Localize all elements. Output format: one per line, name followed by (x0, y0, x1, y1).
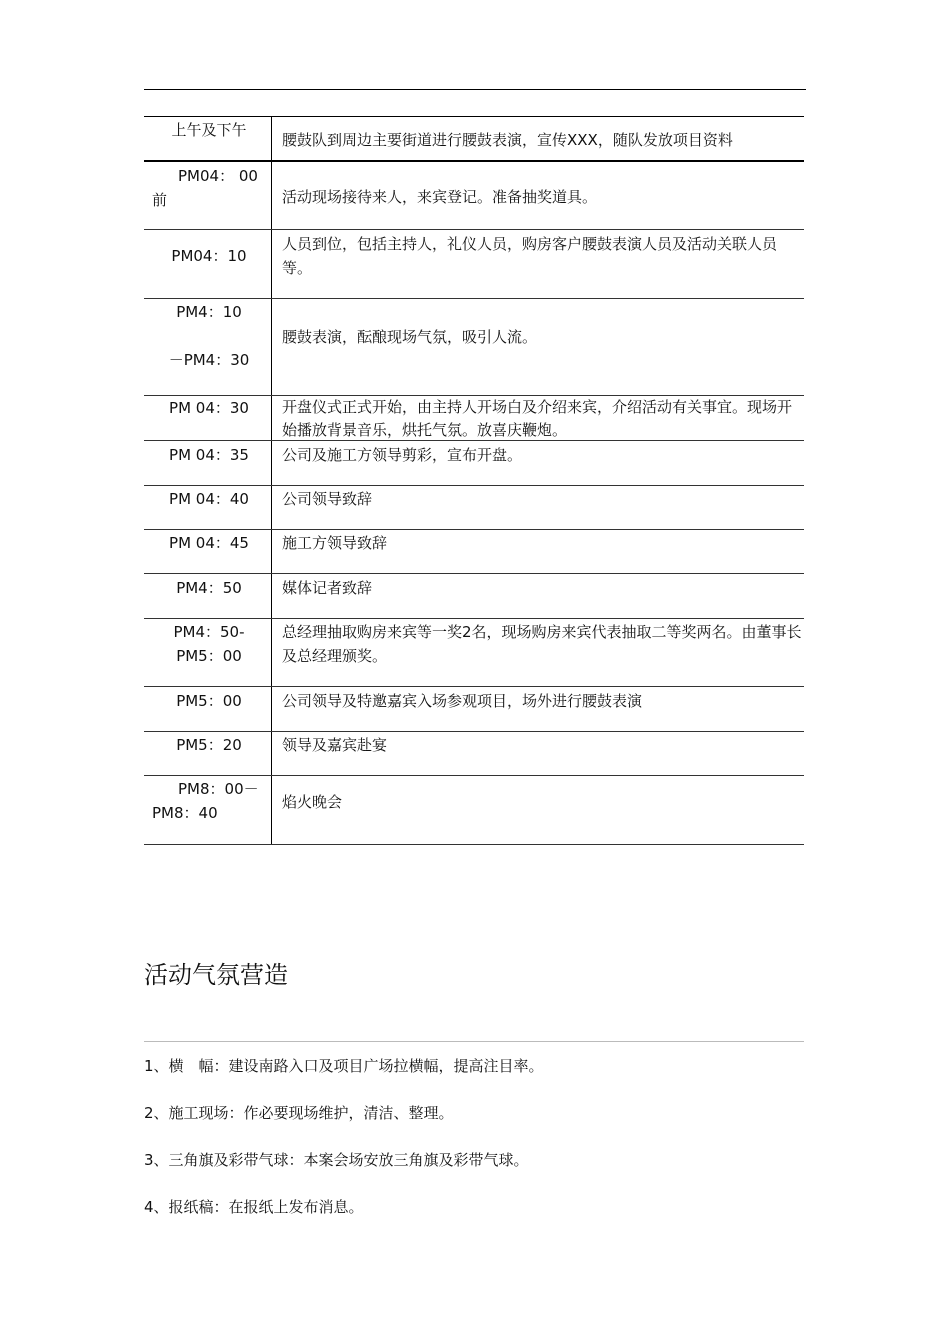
schedule-description: 领导及嘉宾赴宴 (282, 736, 388, 754)
schedule-description: 人员到位，包括主持人，礼仪人员，购房客户腰鼓表演人员及活动关联人员等。 (282, 235, 778, 277)
schedule-time: PM5：20 (176, 736, 242, 754)
table-row-divider (144, 775, 804, 776)
table-row-divider (144, 229, 804, 230)
list-item: 4、报纸稿：在报纸上发布消息。 (144, 1198, 364, 1216)
schedule-time: 上午及下午 (171, 121, 247, 139)
table-row-divider (144, 573, 804, 574)
schedule-description: 总经理抽取购房来宾等一奖2名，现场购房来宾代表抽取二等奖两名。由董事长及总经理颁奖。 (282, 623, 802, 665)
table-column-divider (271, 116, 272, 844)
schedule-time: PM4：50 (176, 579, 242, 597)
table-row-divider (144, 529, 804, 530)
table-row-divider (144, 618, 804, 619)
table-row-divider (144, 485, 804, 486)
table-row-divider (144, 298, 804, 299)
table-bottom-rule (144, 844, 804, 845)
schedule-time: PM 04：40 (169, 490, 249, 508)
schedule-description: 腰鼓表演，酝酿现场气氛，吸引人流。 (282, 328, 538, 346)
list-item: 2、施工现场：作必要现场维护，清洁、整理。 (144, 1104, 454, 1122)
schedule-description: 焰火晚会 (282, 793, 343, 811)
schedule-description: 活动现场接待来人，来宾登记。准备抽奖道具。 (282, 188, 598, 206)
list-item: 3、三角旗及彩带气球：本案会场安放三角旗及彩带气球。 (144, 1151, 529, 1169)
list-item: 1、横 幅：建设南路入口及项目广场拉横幅，提高注目率。 (144, 1057, 544, 1075)
schedule-time: PM4：10 －PM4：30 (168, 303, 250, 369)
schedule-description: 公司及施工方领导剪彩，宣布开盘。 (282, 446, 523, 464)
section-rule (144, 1041, 804, 1042)
schedule-description: 媒体记者致辞 (282, 579, 373, 597)
table-row-divider (144, 160, 804, 162)
schedule-description: 施工方领导致辞 (282, 534, 388, 552)
table-row-divider (144, 731, 804, 732)
table-row-divider (144, 686, 804, 687)
schedule-description: 公司领导及特邀嘉宾入场参观项目，场外进行腰鼓表演 (282, 692, 643, 710)
page-top-rule (144, 89, 806, 90)
schedule-time: PM 04：30 (169, 399, 249, 417)
section-heading: 活动气氛营造 (144, 961, 288, 989)
schedule-description: 腰鼓队到周边主要街道进行腰鼓表演，宣传XXX，随队发放项目资料 (282, 131, 733, 149)
schedule-time: PM 04：45 (169, 534, 249, 552)
schedule-time: PM04： 00 前 (152, 167, 258, 209)
schedule-description: 开盘仪式正式开始，由主持人开场白及介绍来宾，介绍活动有关事宜。现场开始播放背景音乐，烘托气氛。放喜庆鞭炮。 (282, 398, 793, 439)
schedule-time: PM8：00－ PM8：40 (152, 780, 259, 822)
schedule-description: 公司领导致辞 (282, 490, 373, 508)
schedule-time: PM 04：35 (169, 446, 249, 464)
schedule-time: PM5：00 (176, 692, 242, 710)
table-top-rule (144, 116, 804, 117)
schedule-time: PM4：50- PM5：00 (173, 623, 245, 665)
schedule-time: PM04：10 (171, 247, 247, 265)
